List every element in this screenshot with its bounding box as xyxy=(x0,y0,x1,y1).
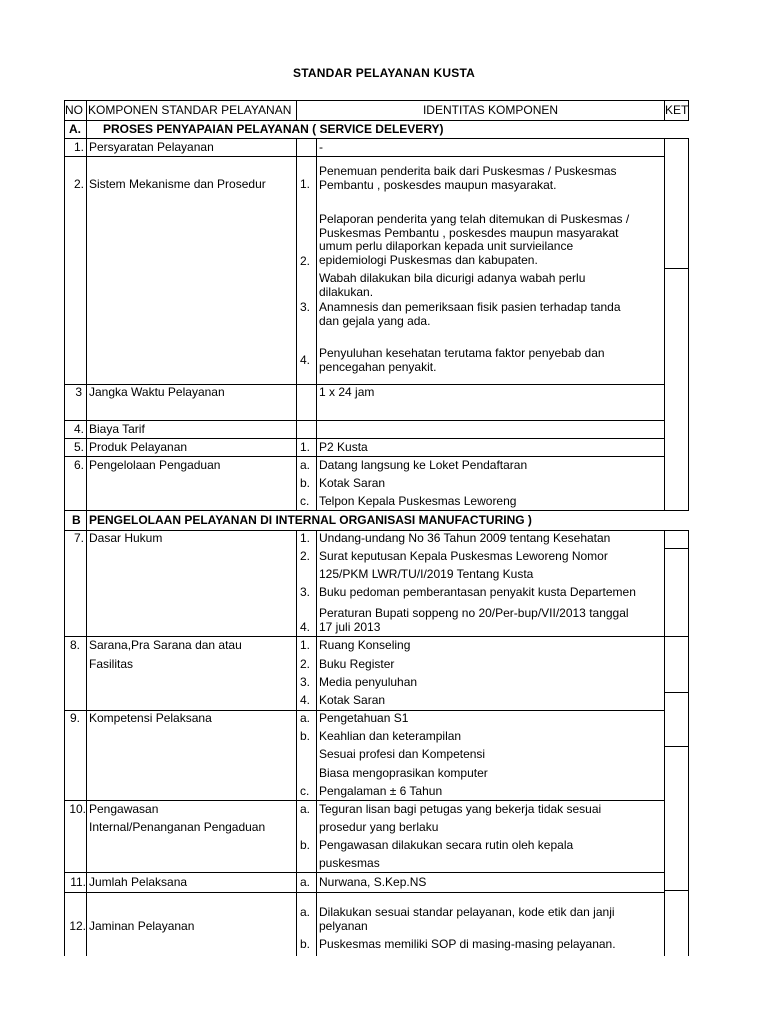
row-no: 1. xyxy=(73,140,84,154)
item-number: 4. xyxy=(300,353,311,367)
item-number: 3. xyxy=(300,585,311,599)
item-text: Teguran lisan bagi petugas yang bekerja tidak sesuai xyxy=(319,802,602,816)
section-a-label: PROSES PENYAPAIAN PELAYANAN ( SERVICE DELEVERY) xyxy=(103,122,444,136)
item-number: a. xyxy=(300,711,311,725)
item-number: 1. xyxy=(300,440,311,454)
header-komponen: KOMPONEN STANDAR PELAYANAN xyxy=(88,103,292,117)
item-text: Buku pedoman pemberantasan penyakit kusta Departemen xyxy=(319,585,636,599)
row-komponen: Pengawasan xyxy=(89,802,159,816)
item-text: Undang-undang No 36 Tahun 2009 tentang Kesehatan xyxy=(319,531,611,545)
item-number: a. xyxy=(300,875,311,889)
item-text: Biasa mengoprasikan komputer xyxy=(319,766,488,780)
item-text: 17 juli 2013 xyxy=(319,620,381,634)
row-komponen: Biaya Tarif xyxy=(89,422,145,436)
section-a-no: A. xyxy=(69,122,81,136)
item-text: puskesmas xyxy=(319,856,380,870)
item-text: dilakukan. xyxy=(319,284,374,299)
row-no: 5. xyxy=(73,440,84,454)
item-text: Puskesmas Pembantu , poskesdes maupun masyarakat xyxy=(319,225,619,240)
item-number: a. xyxy=(300,905,311,919)
row-komponen: Jumlah Pelaksana xyxy=(89,875,188,889)
item-text: Kotak Saran xyxy=(319,693,386,707)
item-text: Pengawasan dilakukan secara rutin oleh kepala xyxy=(319,838,574,852)
item-number: 2. xyxy=(300,657,311,671)
item-number: b. xyxy=(300,476,311,490)
item-number: 4. xyxy=(300,693,311,707)
item-number: 1. xyxy=(300,638,311,652)
row-no: 4. xyxy=(73,422,84,436)
row-komponen: Dasar Hukum xyxy=(89,531,163,545)
item-text: Wabah dilakukan bila dicurigi adanya wabah perlu xyxy=(319,271,586,285)
item-text: Ruang Konseling xyxy=(319,638,411,652)
item-text: pencegahan penyakit. xyxy=(319,359,437,374)
item-text: dan gejala yang ada. xyxy=(319,313,431,328)
row-no: 8. xyxy=(69,638,80,652)
row-no: 10. xyxy=(69,802,86,816)
item-number: b. xyxy=(300,838,311,852)
item-text: prosedur yang berlaku xyxy=(319,820,439,834)
item-number: b. xyxy=(300,937,311,951)
item-text: Anamnesis dan pemeriksaan fisik pasien terhadap tanda xyxy=(319,300,621,314)
row-komponen: Sistem Mekanisme dan Prosedur xyxy=(89,177,266,191)
row-no: 11. xyxy=(70,875,86,889)
row-no: 6. xyxy=(73,458,84,472)
item-number: b. xyxy=(300,729,311,743)
item-text: Peraturan Bupati soppeng no 20/Per-bup/VII/2013 tanggal xyxy=(319,606,629,620)
item-number: 3. xyxy=(300,675,311,689)
item-text: Pelaporan penderita yang telah ditemukan di Puskesmas / xyxy=(319,212,630,226)
item-number: c. xyxy=(300,494,310,508)
row-value: Nurwana, S.Kep.NS xyxy=(319,875,427,889)
row-komponen: Internal/Penanganan Pengaduan xyxy=(89,820,266,834)
item-text: Media penyuluhan xyxy=(319,675,418,689)
item-text: Kotak Saran xyxy=(319,476,386,490)
page-title: STANDAR PELAYANAN KUSTA xyxy=(293,66,475,80)
item-text: pelyanan xyxy=(319,918,368,933)
header-no: NO xyxy=(65,103,83,117)
row-no: 9. xyxy=(69,711,80,725)
item-number: 1. xyxy=(300,177,311,191)
row-komponen: Pengelolaan Pengaduan xyxy=(89,458,221,472)
row-komponen: Jaminan Pelayanan xyxy=(89,919,195,933)
item-text: Pengalaman ± 6 Tahun xyxy=(319,784,443,798)
section-b-no: B xyxy=(72,513,81,527)
item-text: Penyuluhan kesehatan terutama faktor penyebab dan xyxy=(319,346,605,360)
item-text: umum perlu dilaporkan kepada unit survieilance xyxy=(319,239,574,253)
item-text: Sesuai profesi dan Kompetensi xyxy=(319,747,486,761)
item-text: Keahlian dan keterampilan xyxy=(319,729,462,743)
item-text: epidemiologi Puskesmas dan kabupaten. xyxy=(319,252,538,267)
item-text: Pembantu , poskesdes maupun masyarakat. xyxy=(319,177,557,192)
item-number: c. xyxy=(300,784,310,798)
item-text: Telpon Kepala Puskesmas Leworeng xyxy=(319,494,517,508)
row-value: P2 Kusta xyxy=(319,440,368,454)
row-value: 1 x 24 jam xyxy=(319,385,375,399)
item-text: Pengetahuan S1 xyxy=(319,711,409,725)
item-text: Datang langsung ke Loket Pendaftaran xyxy=(319,458,528,472)
row-komponen: Jangka Waktu Pelayanan xyxy=(89,385,225,399)
item-text: Dilakukan sesuai standar pelayanan, kode etik dan janji xyxy=(319,905,615,919)
item-number: 1. xyxy=(300,531,311,545)
row-value: - xyxy=(319,140,323,154)
item-text: Buku Register xyxy=(319,657,395,671)
row-komponen: Fasilitas xyxy=(89,657,134,671)
row-no: 12. xyxy=(69,919,86,933)
row-komponen: Produk Pelayanan xyxy=(89,440,188,454)
row-komponen: Sarana,Pra Sarana dan atau xyxy=(89,638,242,652)
header-identitas: IDENTITAS KOMPONEN xyxy=(422,103,559,117)
section-b-label: PENGELOLAAN PELAYANAN DI INTERNAL ORGANISASI MANUFACTURING ) xyxy=(89,513,532,527)
row-no: 3 xyxy=(75,385,82,399)
row-no: 7. xyxy=(73,531,84,545)
item-number: a. xyxy=(300,458,311,472)
header-ket: KET xyxy=(665,103,689,117)
item-text: Puskesmas memiliki SOP di masing-masing pelayanan. xyxy=(319,937,616,951)
item-number: a. xyxy=(300,802,311,816)
row-komponen: Kompetensi Pelaksana xyxy=(89,711,212,725)
item-number: 2. xyxy=(300,549,311,563)
item-number: 2. xyxy=(300,254,311,268)
item-number: 3. xyxy=(300,300,311,314)
item-text: Penemuan penderita baik dari Puskesmas / Puskesmas xyxy=(319,164,617,178)
row-komponen: Persyaratan Pelayanan xyxy=(89,140,214,154)
item-text: 125/PKM LWR/TU/I/2019 Tentang Kusta xyxy=(319,567,534,581)
item-text: Surat keputusan Kepala Puskesmas Leworeng Nomor xyxy=(319,549,608,563)
row-no: 2. xyxy=(73,177,84,191)
item-number: 4. xyxy=(300,620,311,634)
